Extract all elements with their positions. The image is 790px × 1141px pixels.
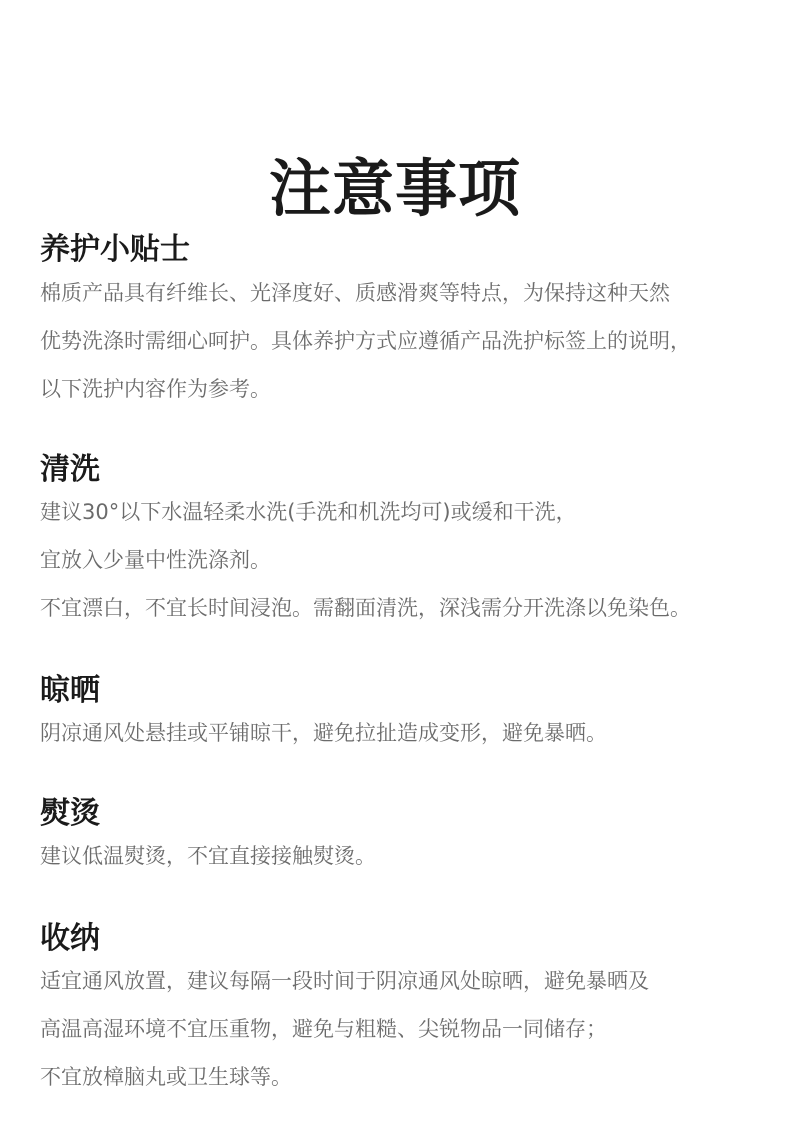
- section-text-line: 建议低温熨烫，不宜直接接触熨烫。: [40, 844, 376, 868]
- section-care-tips: [40, 232, 788, 413]
- section-text-line: 建议30°以下水温轻柔水洗(手洗和机洗均可)或缓和干洗，: [40, 500, 577, 524]
- section-text-line: 阴凉通风处悬挂或平铺晾干，避免拉扯造成变形，避免暴晒。: [40, 721, 607, 745]
- page-title: 注意事项: [268, 151, 521, 225]
- section-text-line: 不宜放樟脑丸或卫生球等。: [40, 1065, 292, 1089]
- section-text-line: 棉质产品具有纤维长、光泽度好、质感滑爽等特点，为保持这种天然: [40, 281, 670, 305]
- section-text-line: 高温高湿环境不宜压重物，避免与粗糙、尖锐物品一同储存；: [40, 1017, 607, 1041]
- section-text-line: 以下洗护内容作为参考。: [40, 377, 271, 401]
- section-text-line: 不宜漂白，不宜长时间浸泡。需翻面清洗，深浅需分开洗涤以免染色。: [40, 596, 691, 620]
- section-text-line: 适宜通风放置，建议每隔一段时间于阴凉通风处晾晒，避免暴晒及: [40, 969, 649, 993]
- section-heading: 清洗: [40, 452, 100, 487]
- section-storage: [40, 921, 788, 1101]
- section-heading: 养护小贴士: [40, 232, 190, 267]
- section-heading: 收纳: [40, 921, 100, 956]
- section-text-line: 宜放入少量中性洗涤剂。: [40, 548, 271, 572]
- section-heading: 晾晒: [40, 673, 100, 708]
- section-text-line: 优势洗涤时需细心呵护。具体养护方式应遵循产品洗护标签上的说明，: [40, 329, 691, 353]
- section-drying: [40, 673, 788, 757]
- section-washing: [40, 452, 788, 632]
- section-ironing: [40, 796, 788, 880]
- section-heading: 熨烫: [40, 796, 100, 831]
